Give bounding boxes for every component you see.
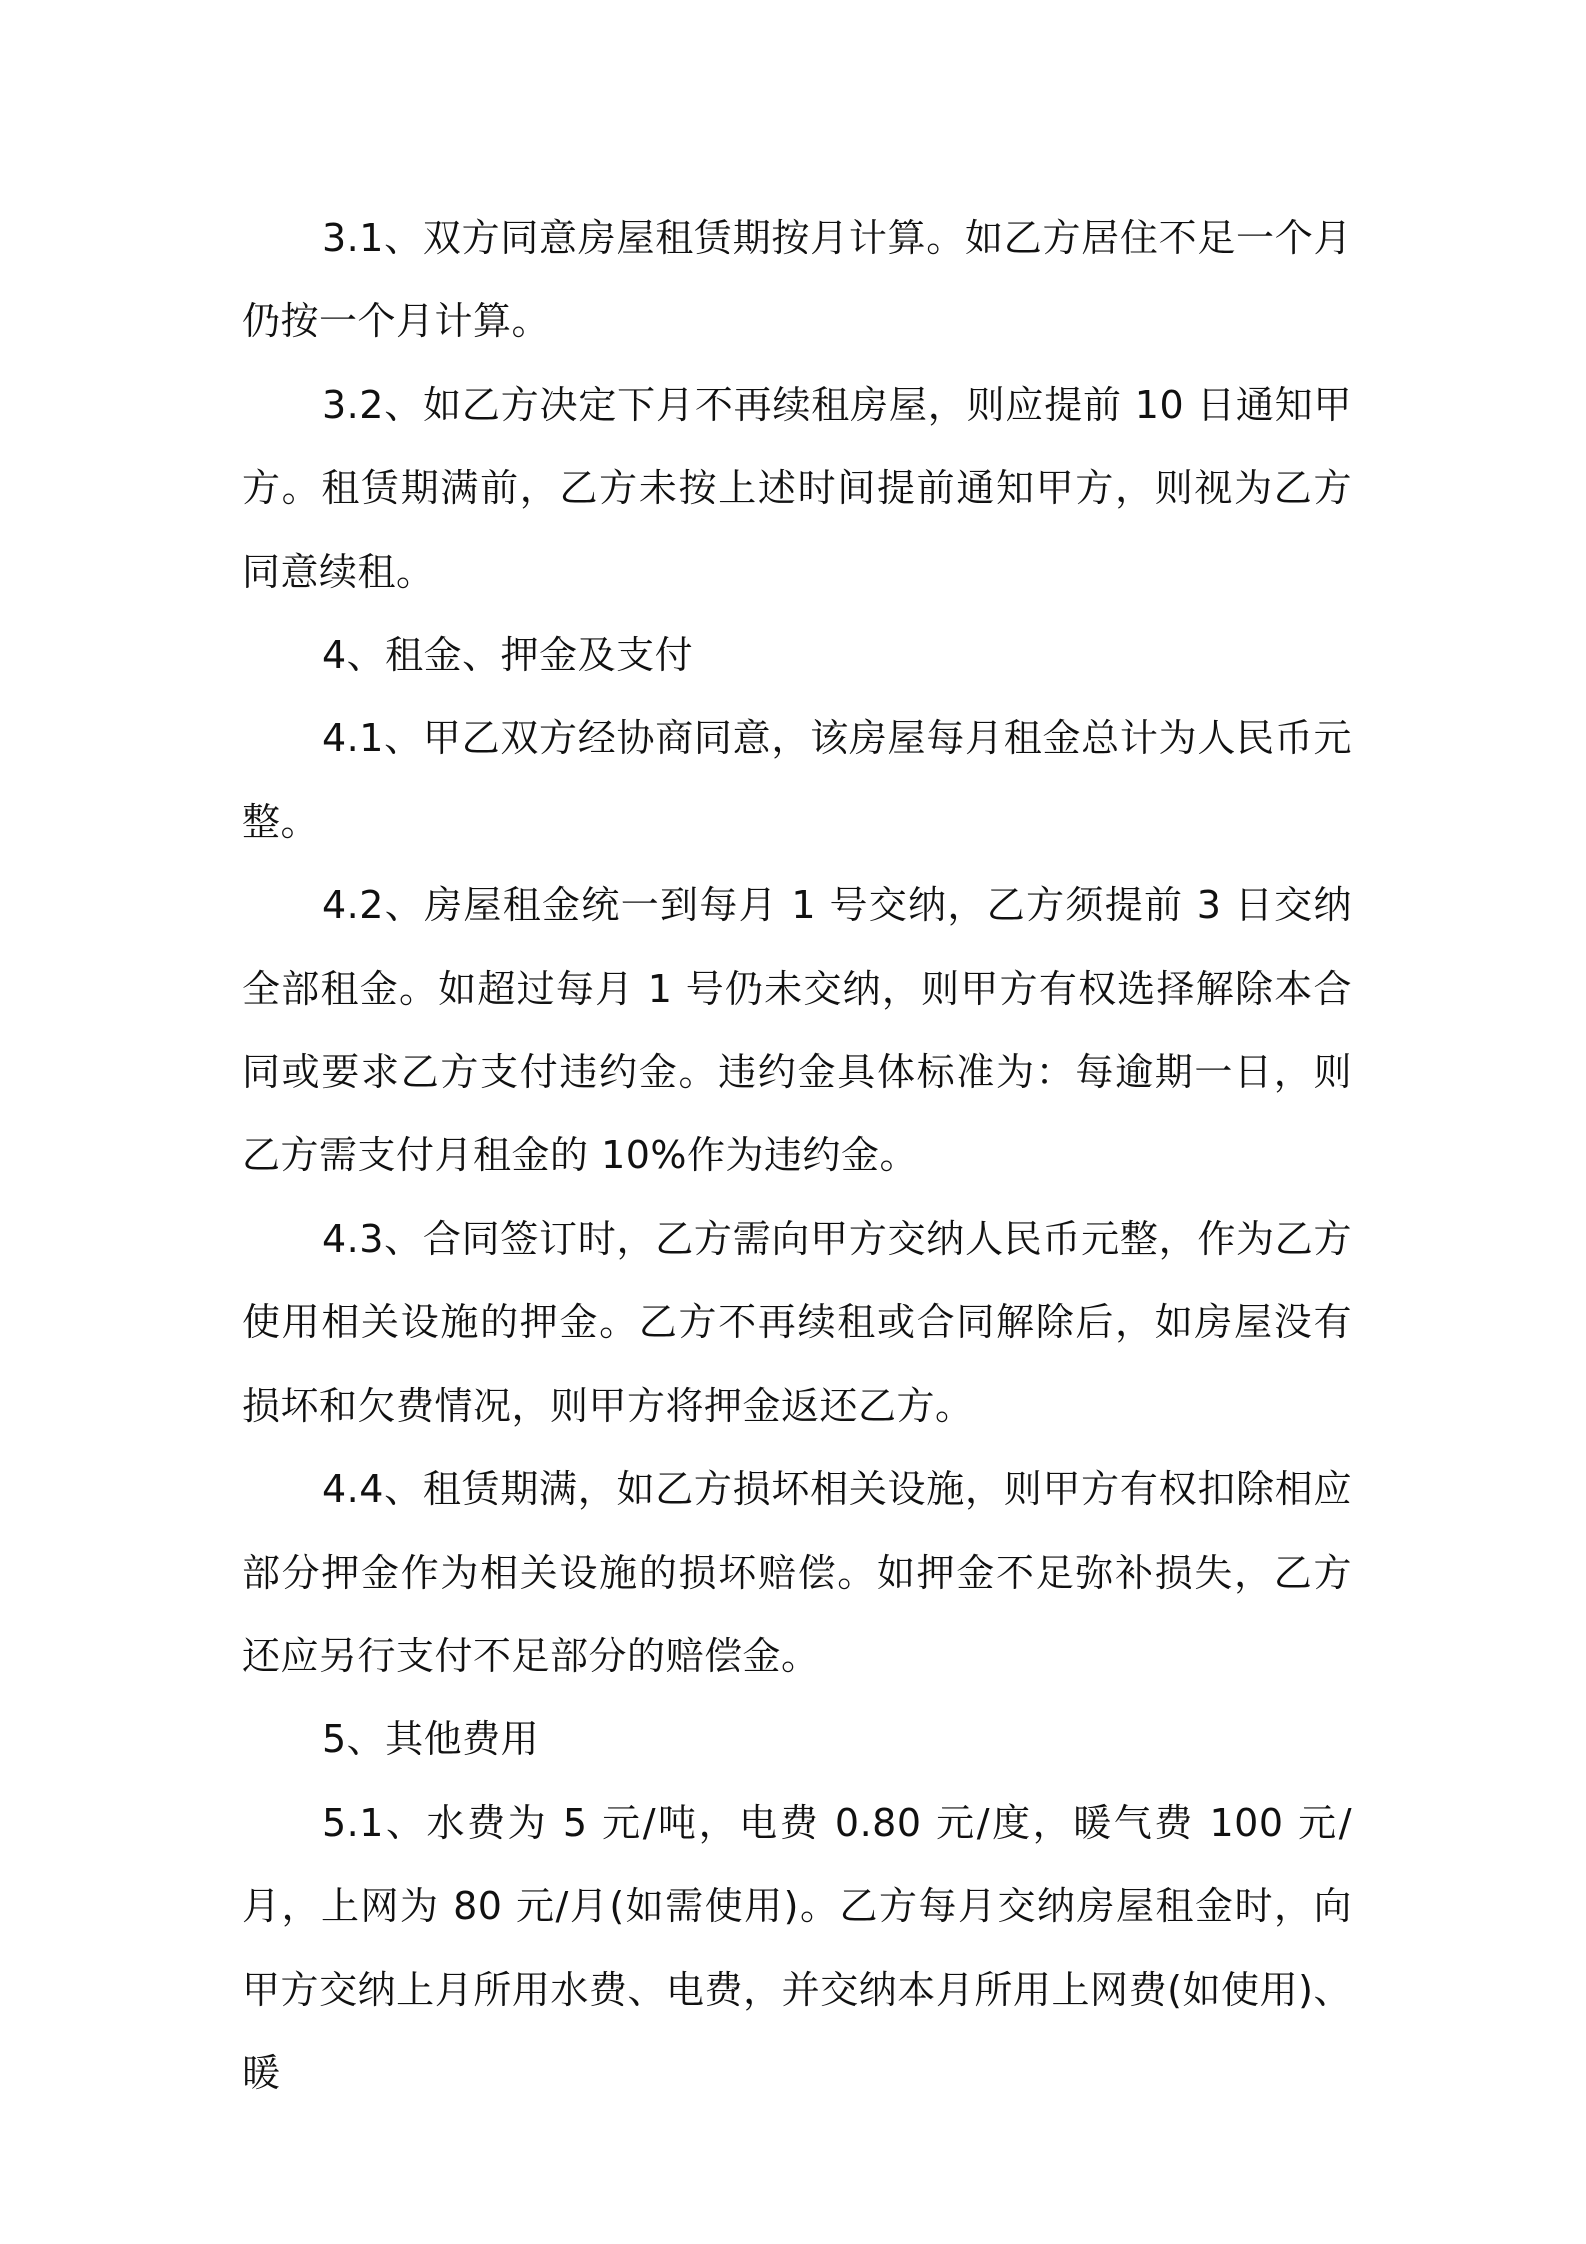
paragraph-4-2: 4.2、房屋租金统一到每月 1 号交纳，乙方须提前 3 日交纳全部租金。如超过每月 1 号仍未交纳，则甲方有权选择解除本合同或要求乙方支付违约金。违约金具体标准为：每逾期一日，则乙方需支付月租金的 10%作为违约金。 [242, 883, 1352, 1178]
section-heading-5: 5、其他费用 [322, 1717, 540, 1762]
section-heading-4: 4、租金、押金及支付 [322, 633, 694, 678]
document-body [242, 197, 1352, 2115]
paragraph-4-4: 4.4、租赁期满，如乙方损坏相关设施，则甲方有权扣除相应部分押金作为相关设施的损坏赔偿。如押金不足弥补损失，乙方还应另行支付不足部分的赔偿金。 [242, 1467, 1352, 1678]
paragraph-5-1: 5.1、水费为 5 元/吨，电费 0.80 元/度，暖气费 100 元/月，上网为 80 元/月(如需使用)。乙方每月交纳房屋租金时，向甲方交纳上月所用水费、电费，并交纳本月所用上网费(如使用)、暖 [242, 1800, 1352, 2095]
paragraph-3-2: 3.2、如乙方决定下月不再续租房屋，则应提前 10 日通知甲方。租赁期满前，乙方未按上述时间提前通知甲方，则视为乙方同意续租。 [242, 382, 1352, 594]
paragraph-3-1: 3.1、双方同意房屋租赁期按月计算。如乙方居住不足一个月仍按一个月计算。 [242, 216, 1352, 344]
paragraph-4-1: 4.1、甲乙双方经协商同意，该房屋每月租金总计为人民币元整。 [242, 716, 1352, 844]
paragraph-4-3: 4.3、合同签订时，乙方需向甲方交纳人民币元整，作为乙方使用相关设施的押金。乙方不再续租或合同解除后，如房屋没有损坏和欠费情况，则甲方将押金返还乙方。 [242, 1216, 1352, 1428]
